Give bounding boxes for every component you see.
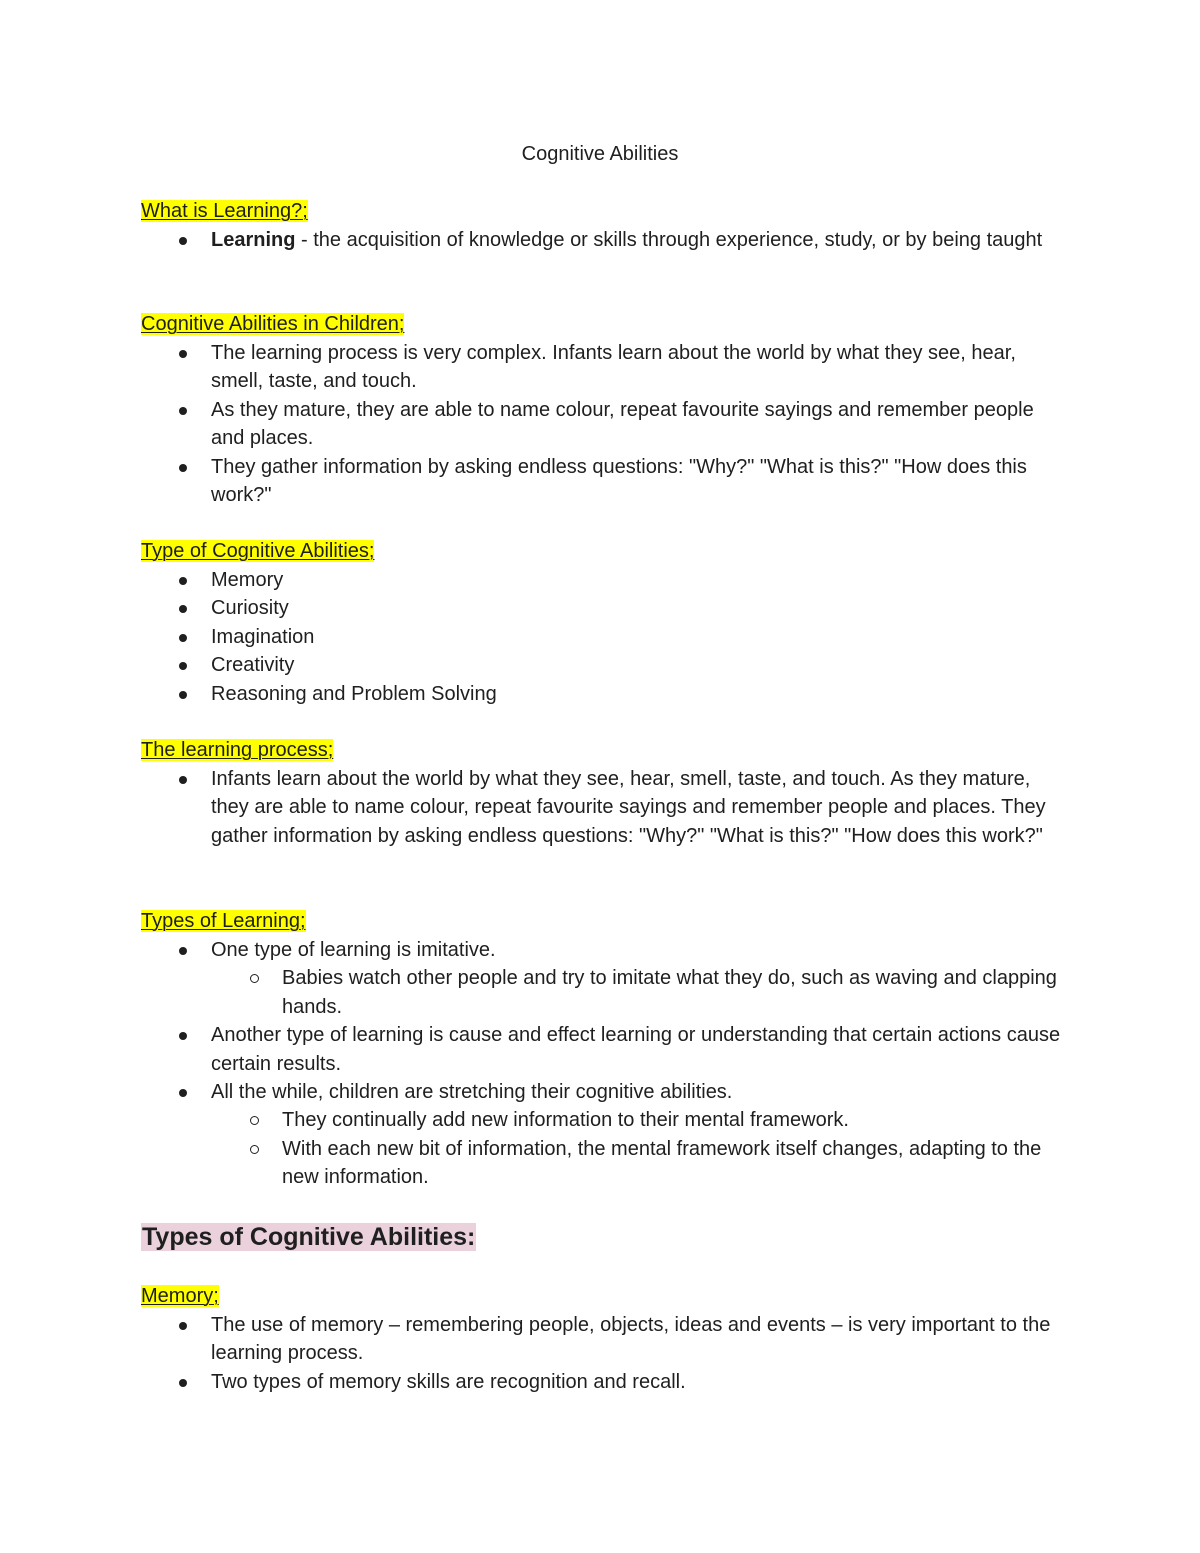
list-item: Curiosity	[0, 594, 1061, 622]
list-item: Another type of learning is cause and effect learning or understanding that certain actions cause certain results.	[0, 1021, 1062, 1078]
list-item	[0, 226, 1061, 254]
list-item: Creativity	[0, 651, 1061, 679]
list-item: Imagination	[0, 623, 1061, 651]
types-of-learning-list	[0, 936, 1062, 1192]
heading-types-of-learning: Types of Learning;	[141, 910, 306, 932]
learning-term: Learning	[211, 229, 296, 251]
sub-list-item: With each new bit of information, the mental framework itself changes, adapting to the new information.	[0, 1135, 1062, 1192]
list-item: Memory	[0, 566, 1061, 594]
list-item: One type of learning is imitative.	[0, 936, 1062, 964]
sub-list-item: Babies watch other people and try to imitate what they do, such as waving and clapping hands.	[0, 964, 1062, 1021]
learning-list	[0, 226, 1061, 254]
heading-the-learning-process: The learning process;	[141, 739, 334, 761]
list-item: Two types of memory skills are recognition and recall.	[0, 1368, 1061, 1396]
list-item: The use of memory – remembering people, objects, ideas and events – is very important to the learning process.	[0, 1311, 1061, 1368]
children-list	[0, 339, 1061, 509]
list-item: All the while, children are stretching their cognitive abilities.	[0, 1078, 1062, 1106]
heading-what-is-learning: What is Learning?;	[141, 200, 308, 222]
sub-list-item: They continually add new information to their mental framework.	[0, 1106, 1062, 1134]
document-title: Cognitive Abilities	[521, 143, 679, 165]
process-list	[0, 765, 1061, 850]
heading-memory: Memory;	[141, 1285, 219, 1307]
list-item: Reasoning and Problem Solving	[0, 680, 1061, 708]
list-item: Infants learn about the world by what they see, hear, smell, taste, and touch. As they mature, they are able to name colour, repeat favourite sayings and remember people and places. They gather information by asking endless questions: "Why?" "What is this?" "How does this work?"	[0, 765, 1061, 850]
types-list	[0, 566, 1061, 708]
heading-cognitive-abilities-in-children: Cognitive Abilities in Children;	[141, 313, 405, 335]
learning-definition: - the acquisition of knowledge or skills through experience, study, or by being taught	[295, 229, 1043, 251]
list-item: The learning process is very complex. Infants learn about the world by what they see, hear, smell, taste, and touch.	[0, 339, 1061, 396]
heading-types-of-cognitive-abilities: Types of Cognitive Abilities:	[142, 1223, 476, 1251]
list-item: They gather information by asking endless questions: "Why?" "What is this?" "How does this work?"	[0, 453, 1061, 510]
memory-list	[0, 1311, 1061, 1396]
list-item: As they mature, they are able to name colour, repeat favourite sayings and remember people and places.	[0, 396, 1061, 453]
heading-type-of-cognitive-abilities: Type of Cognitive Abilities;	[141, 540, 375, 562]
